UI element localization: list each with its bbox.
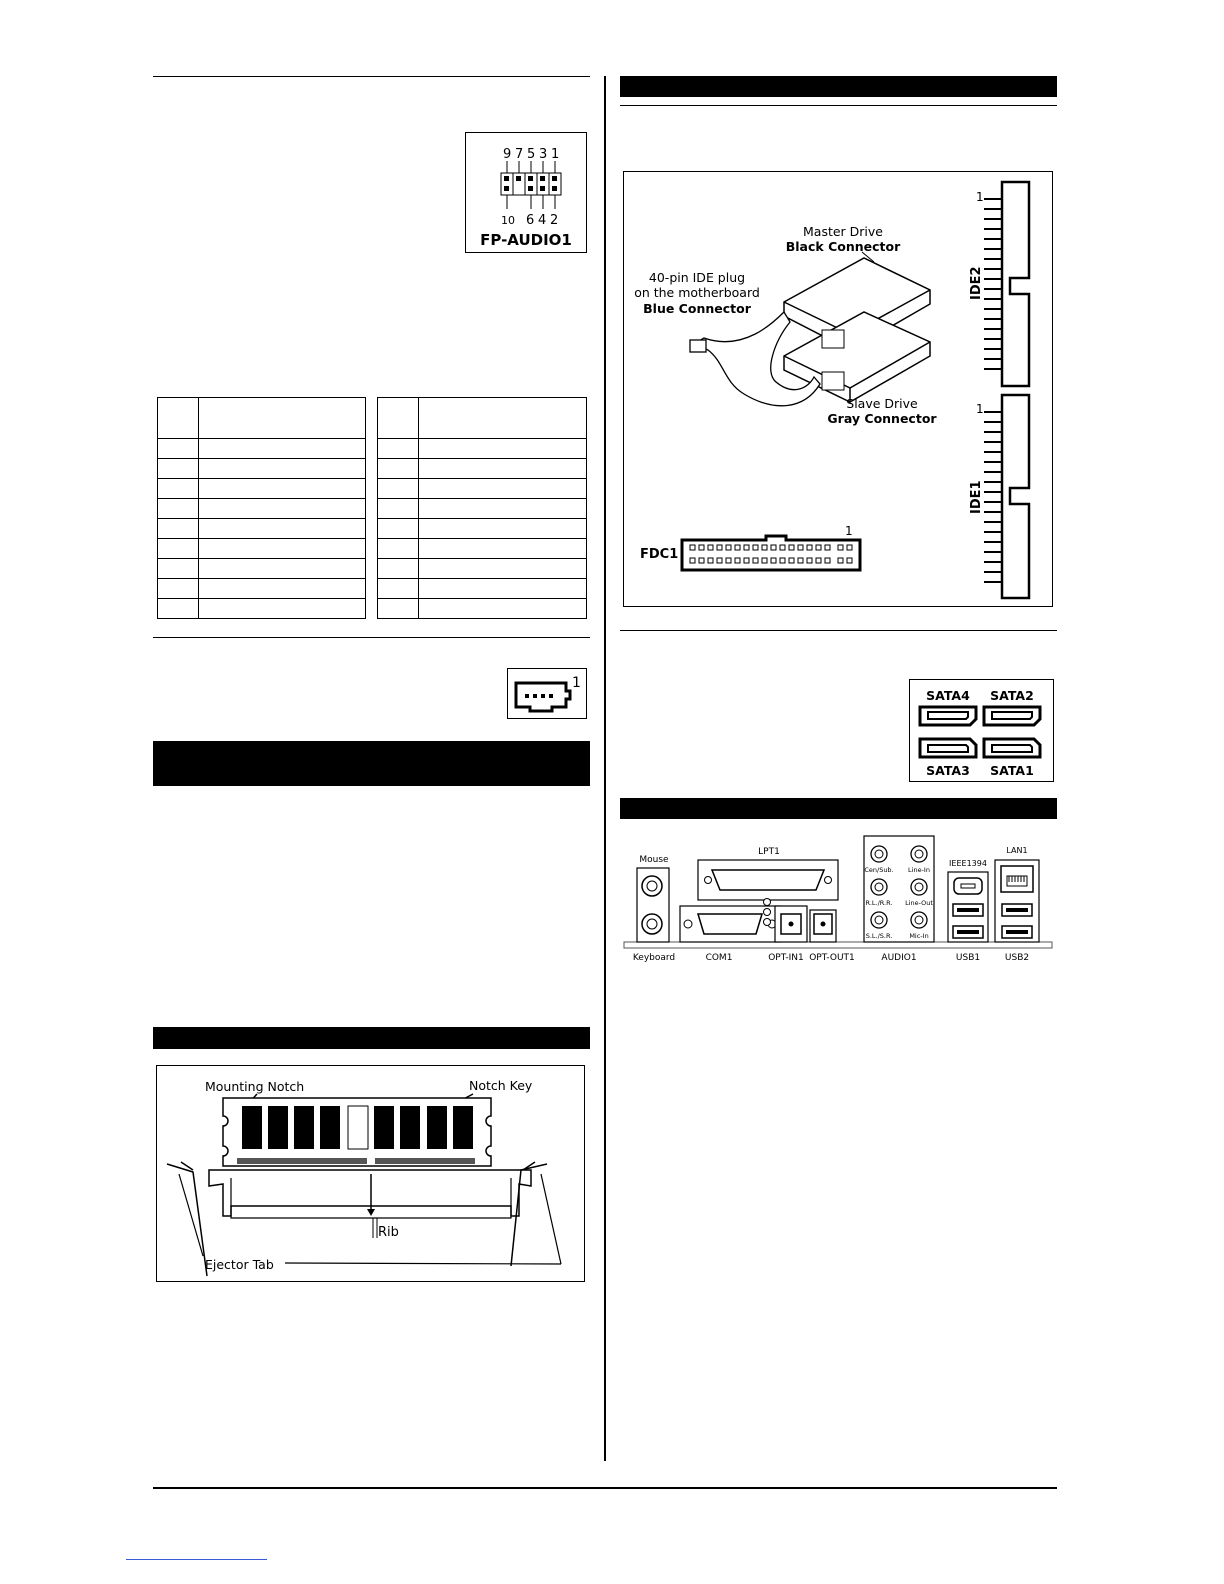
- fp-audio-top-pin-7: 7: [515, 147, 524, 162]
- pin-table-right: [377, 397, 587, 619]
- ide2-label: IDE2: [969, 266, 984, 300]
- fp-audio-top-pin-9: 9: [503, 147, 512, 162]
- fp-audio-bottom-pin-4: 4: [538, 213, 547, 228]
- fp-audio-bottom-pin-10: 10: [501, 214, 515, 227]
- ide-plug-line1: 40-pin IDE plug: [648, 270, 746, 285]
- fp-audio-top-pin-5: 5: [527, 147, 536, 162]
- usb2-label: USB2: [1004, 953, 1030, 963]
- rear-panel-diagram: [620, 832, 1057, 967]
- fdc1-label: FDC1: [640, 547, 679, 562]
- section-rule-fp-audio: [153, 76, 590, 77]
- mouse-label: Mouse: [639, 855, 669, 865]
- fp-audio-top-pin-1: 1: [551, 147, 560, 162]
- slave-drive-label: Slave Drive: [846, 396, 918, 411]
- opt-out1-label: OPT-OUT1: [809, 953, 855, 963]
- footer-rule: [153, 1487, 1057, 1489]
- sata4-label: SATA4: [926, 688, 970, 703]
- blue-connector-label: Blue Connector: [643, 301, 751, 316]
- sata1-label: SATA1: [990, 763, 1034, 778]
- fdc1-pin1-label: 1: [845, 524, 853, 538]
- memory-install-diagram: [156, 1065, 585, 1282]
- lpt1-label: LPT1: [758, 847, 780, 857]
- sata-connectors-diagram: [909, 679, 1054, 782]
- pin-table-left: [157, 397, 366, 619]
- ide2-pin1-label: 1: [976, 190, 984, 204]
- fp-audio-bottom-pin-2: 2: [550, 213, 559, 228]
- ide-fdc-diagram: [623, 171, 1053, 607]
- ide-section-rule: [620, 105, 1057, 106]
- column-divider: [604, 76, 606, 1461]
- mic-in-label: Mic-In: [909, 932, 929, 940]
- cen-sub-label: Cen/Sub.: [864, 866, 894, 874]
- rib-label: Rib: [378, 1225, 399, 1240]
- line-in-label: Line-In: [908, 866, 930, 874]
- line-out-label: Line-Out: [905, 899, 933, 907]
- audio1-label: AUDIO1: [881, 953, 917, 963]
- ide1-pin1-label: 1: [976, 402, 984, 416]
- fp-audio-label: FP-AUDIO1: [480, 231, 572, 249]
- sata-ports-illustration: [910, 680, 1053, 781]
- master-drive-label: Master Drive: [803, 224, 883, 239]
- mounting-notch-label: Mounting Notch: [205, 1079, 305, 1094]
- black-connector-label: Black Connector: [785, 239, 901, 254]
- notch-key-label: Notch Key: [469, 1078, 533, 1093]
- rl-rr-label: R.L./R.R.: [865, 899, 893, 907]
- section-header-bar: [153, 741, 590, 786]
- ide-section-bar: [620, 76, 1057, 97]
- fp-audio-bottom-pin-6: 6: [526, 213, 535, 228]
- opt-in1-label: OPT-IN1: [768, 953, 804, 963]
- ieee1394-label: IEEE1394: [949, 859, 987, 868]
- rear-panel-section-bar: [620, 798, 1057, 819]
- cd-in-connector-diagram: [507, 668, 587, 719]
- ide-plug-line2: on the motherboard: [634, 285, 760, 300]
- rear-panel-illustration: [620, 832, 1057, 967]
- section-rule-cd-in: [153, 637, 590, 638]
- ide1-label: IDE1: [969, 480, 984, 514]
- sata-section-rule: [620, 630, 1057, 631]
- fp-audio-diagram: [465, 132, 587, 253]
- fp-audio-pin-header: [466, 133, 586, 252]
- fp-audio-top-pin-3: 3: [539, 147, 548, 162]
- footnote-rule: [126, 1559, 267, 1560]
- sl-sr-label: S.L./S.R.: [865, 932, 893, 940]
- lan1-label: LAN1: [1006, 846, 1028, 855]
- ide-drive-illustration: [624, 172, 1052, 606]
- keyboard-label: Keyboard: [632, 953, 676, 963]
- usb1-label: USB1: [955, 953, 981, 963]
- cd-in-connector-icon: [508, 669, 586, 718]
- cd-in-pin1: 1: [572, 675, 581, 691]
- memory-section-bar: [153, 1027, 590, 1049]
- gray-connector-label: Gray Connector: [827, 411, 937, 426]
- com1-label: COM1: [705, 953, 733, 963]
- sata2-label: SATA2: [990, 688, 1034, 703]
- ejector-tab-label: Ejector Tab: [205, 1257, 274, 1272]
- memory-module-illustration: [157, 1066, 584, 1281]
- sata3-label: SATA3: [926, 763, 970, 778]
